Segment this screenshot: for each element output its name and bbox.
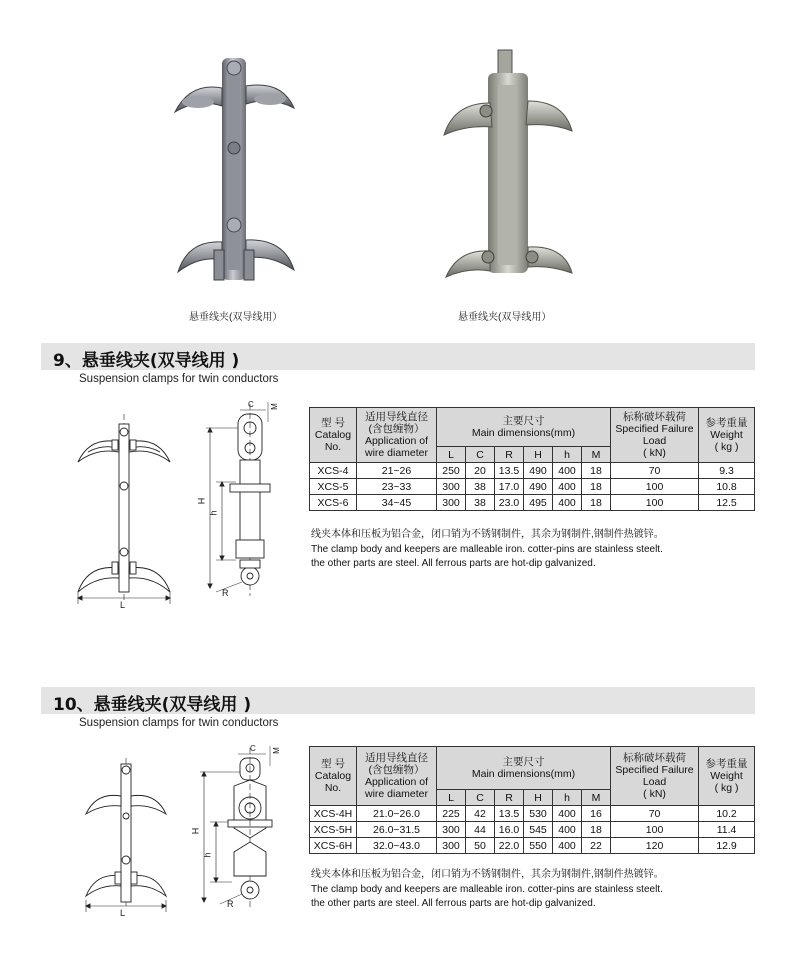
cell-diameter: 23~33 <box>357 479 437 495</box>
table-row <box>310 806 755 822</box>
section-10-header <box>41 687 755 714</box>
cell-C: 50 <box>466 838 495 854</box>
cell-weight: 12.9 <box>699 838 755 854</box>
section-9-side-drawing <box>196 400 286 600</box>
cell-weight: 9.3 <box>699 463 755 479</box>
cell-L: 300 <box>437 838 466 854</box>
cell-weight: 12.5 <box>699 495 755 511</box>
note-line-cn: 线夹本体和压板为铝合金，闭口销为不锈钢制件，其余为钢制件,钢制件热镀锌。 <box>311 869 664 880</box>
header-weight: 参考重量 Weight ( kg ) <box>699 747 755 806</box>
section-10-spec-table <box>309 746 755 854</box>
cell-H: 490 <box>524 479 553 495</box>
header-dimensions: 主要尺寸 Main dimensions(mm) <box>437 747 611 790</box>
section-9-spec-table <box>309 407 755 511</box>
section-10-label-H: H <box>190 827 201 835</box>
cell-h: 400 <box>553 822 582 838</box>
cell-model: XCS-5 <box>310 479 357 495</box>
cell-L: 225 <box>437 806 466 822</box>
cell-load: 70 <box>611 463 699 479</box>
section-10-label-C: C <box>250 744 256 753</box>
cell-h: 400 <box>553 479 582 495</box>
table-row <box>310 822 755 838</box>
header-weight: 参考重量 Weight ( kg ) <box>699 408 755 463</box>
section-9-label-H: H <box>196 497 207 505</box>
cell-diameter: 21.0~26.0 <box>357 806 437 822</box>
section-9-title: 9、悬垂线夹(双导线用 ) <box>53 351 240 371</box>
cell-model: XCS-4H <box>310 806 357 822</box>
header-model: 型 号 Catalog No. <box>310 747 357 806</box>
cell-L: 300 <box>437 495 466 511</box>
header-model: 型 号 Catalog No. <box>310 408 357 463</box>
header-dim-C: C <box>466 790 495 806</box>
section-10-title: 10、悬垂线夹(双导线用 ) <box>53 695 252 715</box>
section-9-label-L: L <box>120 600 126 610</box>
section-10-side-drawing <box>196 742 286 912</box>
header-diameter: 适用导线直径 (含包缠物） Application of wire diameter <box>357 747 437 806</box>
section-10-notes <box>311 868 664 912</box>
table-row <box>310 838 755 854</box>
cell-C: 20 <box>466 463 495 479</box>
table-row <box>310 463 755 479</box>
cell-diameter: 32.0~43.0 <box>357 838 437 854</box>
note-line-en-2: the other parts are steel. All ferrous parts are hot-dip galvanized. <box>311 898 596 909</box>
header-dim-M: M <box>582 790 611 806</box>
cell-M: 18 <box>582 822 611 838</box>
header-diameter: 适用导线直径 (含包缠物） Application of wire diameter <box>357 408 437 463</box>
cell-H: 530 <box>524 806 553 822</box>
section-10-subtitle: Suspension clamps for twin conductors <box>79 717 279 729</box>
cell-R: 16.0 <box>495 822 524 838</box>
cell-C: 38 <box>466 495 495 511</box>
cell-load: 100 <box>611 479 699 495</box>
cell-R: 13.5 <box>495 806 524 822</box>
section-9-label-h: h <box>208 510 219 516</box>
section-10-label-L: L <box>120 908 126 918</box>
cell-C: 44 <box>466 822 495 838</box>
photo-caption-right: 悬垂线夹(双导线用） <box>458 312 552 323</box>
cell-L: 250 <box>437 463 466 479</box>
header-load: 标称破坏载荷 Specified Failure Load ( kN) <box>611 747 699 806</box>
section-9-header <box>41 343 755 370</box>
header-dimensions: 主要尺寸 Main dimensions(mm) <box>437 408 611 447</box>
cell-diameter: 34~45 <box>357 495 437 511</box>
cell-model: XCS-6H <box>310 838 357 854</box>
section-10-label-R: R <box>227 899 234 909</box>
cell-load: 100 <box>611 822 699 838</box>
table-row <box>310 479 755 495</box>
section-9-subtitle: Suspension clamps for twin conductors <box>79 373 279 385</box>
cell-C: 42 <box>466 806 495 822</box>
cell-h: 400 <box>553 806 582 822</box>
cell-R: 13.5 <box>495 463 524 479</box>
photo-caption-left: 悬垂线夹(双导线用） <box>189 312 283 323</box>
section-10-front-drawing <box>82 756 172 924</box>
header-dim-L: L <box>437 447 466 463</box>
cell-load: 100 <box>611 495 699 511</box>
cell-model: XCS-4 <box>310 463 357 479</box>
cell-L: 300 <box>437 479 466 495</box>
cell-H: 550 <box>524 838 553 854</box>
cell-M: 18 <box>582 495 611 511</box>
section-10-label-h: h <box>202 852 213 858</box>
cell-diameter: 26.0~31.5 <box>357 822 437 838</box>
cell-h: 400 <box>553 495 582 511</box>
cell-C: 38 <box>466 479 495 495</box>
cell-model: XCS-6 <box>310 495 357 511</box>
header-dim-M: M <box>582 447 611 463</box>
cell-load: 70 <box>611 806 699 822</box>
section-9-notes <box>311 528 664 572</box>
header-dim-L: L <box>437 790 466 806</box>
note-line-cn: 线夹本体和压板为铝合金，闭口销为不锈钢制件，其余为钢制件,钢制件热镀锌。 <box>311 529 664 540</box>
section-10-label-M: M <box>271 747 281 754</box>
header-dim-H: H <box>524 790 553 806</box>
cell-L: 300 <box>437 822 466 838</box>
cell-M: 18 <box>582 479 611 495</box>
cell-weight: 11.4 <box>699 822 755 838</box>
cell-H: 490 <box>524 463 553 479</box>
header-dim-R: R <box>495 447 524 463</box>
section-9-label-R: R <box>222 588 229 598</box>
cell-R: 23.0 <box>495 495 524 511</box>
cell-h: 400 <box>553 838 582 854</box>
section-9-label-M: M <box>269 403 279 410</box>
clamp-photo-right <box>440 45 580 295</box>
header-dim-R: R <box>495 790 524 806</box>
note-line-en-1: The clamp body and keepers are malleable iron. cotter-pins are stainless steelt. <box>311 543 663 555</box>
cell-M: 16 <box>582 806 611 822</box>
cell-load: 120 <box>611 838 699 854</box>
cell-R: 22.0 <box>495 838 524 854</box>
header-dim-h: h <box>553 447 582 463</box>
header-dim-H: H <box>524 447 553 463</box>
cell-R: 17.0 <box>495 479 524 495</box>
note-line-en-1: The clamp body and keepers are malleable iron. cotter-pins are stainless steelt. <box>311 883 663 895</box>
cell-H: 545 <box>524 822 553 838</box>
header-load: 标称破坏载荷 Specified Failure Load ( kN) <box>611 408 699 463</box>
cell-weight: 10.2 <box>699 806 755 822</box>
table-row <box>310 495 755 511</box>
cell-M: 22 <box>582 838 611 854</box>
header-dim-h: h <box>553 790 582 806</box>
section-9-front-drawing <box>72 412 180 622</box>
clamp-photo-left <box>170 50 305 290</box>
cell-weight: 10.8 <box>699 479 755 495</box>
cell-h: 400 <box>553 463 582 479</box>
cell-diameter: 21~26 <box>357 463 437 479</box>
note-line-en-2: the other parts are steel. All ferrous parts are hot-dip galvanized. <box>311 558 596 569</box>
cell-M: 18 <box>582 463 611 479</box>
cell-H: 495 <box>524 495 553 511</box>
section-9-label-C: C <box>248 400 254 409</box>
header-dim-C: C <box>466 447 495 463</box>
cell-model: XCS-5H <box>310 822 357 838</box>
